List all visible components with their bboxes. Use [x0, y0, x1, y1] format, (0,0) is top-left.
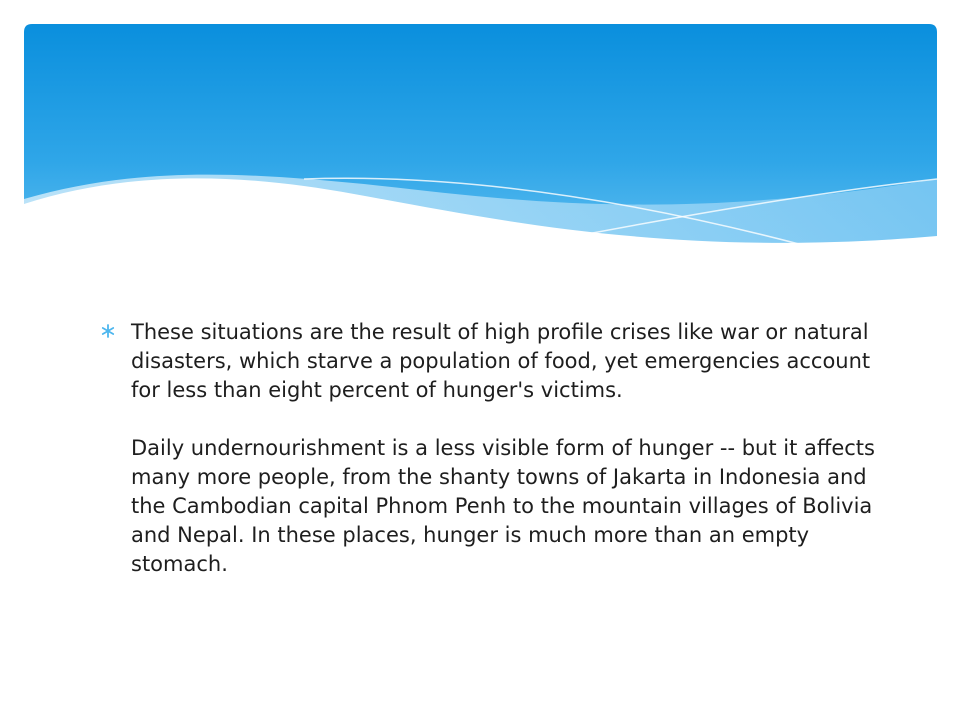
slide-body	[100, 318, 880, 579]
body-paragraph: Daily undernourishment is a less visible form of hunger -- but it affects many more people, from the shanty towns of Jakarta in Indonesia and the Cambodian capital Phnom Penh to the mountain villages of Bolivia and Nepal. In these places, hunger is much more than an empty stomach.	[131, 436, 875, 576]
wave-graphic	[24, 24, 937, 274]
asterisk-bullet-icon	[100, 323, 116, 339]
header-wave-banner	[24, 24, 937, 274]
bullet-list-item	[100, 318, 880, 579]
body-paragraph: These situations are the result of high profile crises like war or natural disasters, which starve a population of food, yet emergencies account for less than eight percent of hunger's victims.	[131, 320, 871, 402]
